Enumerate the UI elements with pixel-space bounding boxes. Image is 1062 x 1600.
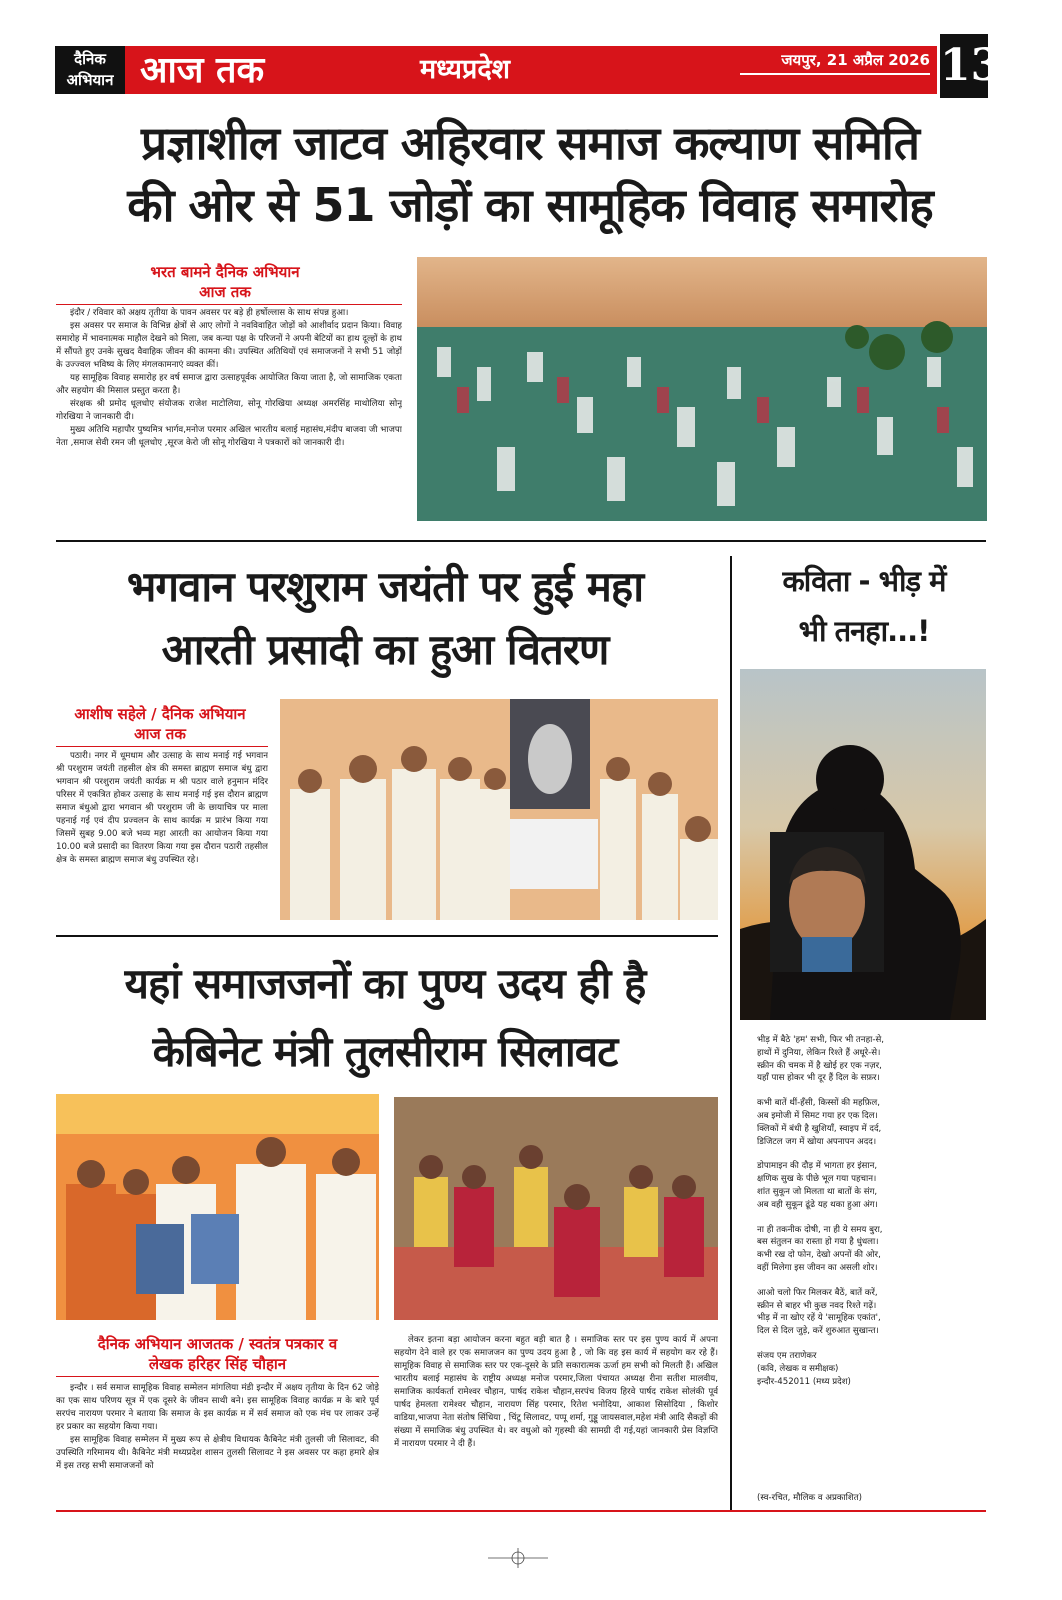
- story2-headline-line2: आरती प्रसादी का हुआ वितरण: [161, 625, 609, 674]
- registration-mark: [488, 1548, 548, 1568]
- poem-stanza: [757, 1160, 982, 1211]
- story1-headline-line2: की ओर से 51 जोड़ों का सामूहिक विवाह समारोह: [127, 178, 933, 232]
- story3-col1-paragraph: इस सामूहिक विवाह सम्मेलन में मुख्य रूप से क्षेत्रीय विधायक कैबिनेट मंत्री तुलसी जी सिलावट, की उपस्थिति गरिमामय थी। कैबिनेट मंत्री मध्यप्रदेश शासन तुलसी सिलावट ने इस अवसर पर कहा हमारे क्षेत्र में इस तरह सभी समाजजनों को: [56, 1435, 379, 1471]
- story1-paragraph: मुख्य अतिथि महापौर पुष्यमित्र भार्गव,मनोज परमार अखिल भारतीय बलाई महासंघ,मंदीप बाजवा जी भाजपा नेता ,समाज सेवी रमन जी धूलधोए ,सूरज केरो जी सोनू गोरखिया ने पत्रकारों को जानकारी दी।: [56, 425, 402, 448]
- section-divider-1: [56, 540, 986, 542]
- story2-byline-line1: आशीष सहेले / दैनिक अभियान: [74, 705, 246, 723]
- story2-body: [56, 750, 268, 922]
- story1-body: [56, 307, 402, 529]
- poem-line: शांत सुकून जो मिलता था बातों के संग,: [757, 1186, 878, 1197]
- poem-line: अब वही सुकून ढूंढे यह थका हुआ अंग।: [757, 1199, 878, 1210]
- story3-column-2: [394, 1334, 718, 1510]
- wedding-couples-image: [394, 1097, 718, 1320]
- story1-byline-line1: भरत बामने दैनिक अभियान: [150, 263, 300, 281]
- poem-headline-line2: भी तनहा...!: [798, 614, 930, 648]
- masthead-brand: आज तक: [140, 49, 265, 91]
- story2-paragraph: पठारी। नगर में धूमधाम और उत्साह के साथ मनाई गई भगवान श्री परशुराम जयंती तहसील क्षेत्र की समस्त ब्राह्मण समाज बंधु द्वारा भगवान श्री परशुराम जयंती कार्यक्र म श्री पठार वाले हनुमान मंदिर परिसर में एकत्रित होकर उत्साह के साथ मनाई गई इस दौरान ब्राह्मण समाज बंधुओ द्वारा भगवान श्री परशुराम जी के छायाचित्र पर माला पहनाई गई एवं दीप प्रज्वलन के साथ कार्यक्र म प्रारंभ किया गया जिसमें सुबह 9.00 बजे भव्य महा आरती का आयोजन किया गया 10.00 बजे प्रसादी का वितरण किया गया इस दौरान पठारी तहसील क्षेत्र के समस्त ब्राह्मण समाज बंधु उपस्थित रहे।: [56, 751, 268, 865]
- poem-stanza: [757, 1224, 982, 1275]
- story2-byline: [50, 704, 270, 744]
- poem-line: आओ चलो फिर मिलकर बैठें, बातें करें,: [757, 1287, 878, 1298]
- story1-byline-line2: आज तक: [199, 283, 251, 301]
- parshuram-jayanti-image: [280, 699, 718, 920]
- minister-group-image: [56, 1094, 379, 1320]
- story3-col1-paragraph: इन्दौर । सर्व समाज सामूहिक विवाह सम्मेलन मांगलिया मंडी इन्दौर में अक्षय तृतीया के दिन 62 जोड़े का एक साथ परिणय सूत्र में एक दूसरे के जीवन साथी बने। इस सामूहिक विवाह कार्यक्र म के बारे पूर्व सरपंच नारायण परमार ने बताया कि समाज के इस कार्यक्र म में सर्व समाज को एक मंच पर लाकर उन्हें हर प्रकार का सहयोग किया गया।: [56, 1383, 379, 1432]
- page-number: 13: [940, 34, 988, 98]
- story3-photo-wedding-couples: [394, 1097, 718, 1320]
- column-divider: [730, 556, 732, 1511]
- poem-line: कभी बातें थीं-हँसी, किस्सों की महफ़िल,: [757, 1098, 880, 1109]
- story2-photo-parshuram-jayanti: [280, 699, 718, 920]
- story3-column-1: [56, 1382, 379, 1506]
- poem-line: हाथों में दुनिया, लेकिन रिश्ते हैं अधूरे-से।: [757, 1047, 881, 1058]
- poem-line: स्क्रीन की चमक में है खोई हर एक नज़र,: [757, 1060, 882, 1071]
- poem-line: डिजिटल जग में खोया अपनापन अदद।: [757, 1136, 877, 1147]
- story3-headline: [40, 950, 730, 1086]
- logo-line-2: अभियान: [66, 71, 114, 89]
- story1-headline-line1: प्रज्ञाशील जाटव अहिरवार समाज कल्याण समिति: [141, 116, 919, 170]
- story3-byline-line1: दैनिक अभियान आजतक / स्वतंत्र पत्रकार व: [97, 1335, 338, 1353]
- poem-headline-line1: कविता - भीड़ में: [782, 564, 946, 598]
- story2-headline-line1: भगवान परशुराम जयंती पर हुई महा: [126, 562, 644, 611]
- story1-headline: [40, 112, 1020, 236]
- poem-note: (स्व-रचित, मौलिक व अप्रकाशित): [757, 1493, 862, 1503]
- story3-headline-line1: यहां समाजजनों का पुण्य उदय ही है: [124, 959, 646, 1008]
- poem-stanza: [757, 1287, 982, 1338]
- story3-photo-minister: [56, 1094, 379, 1320]
- poem-line: क्लिकों में बंधी है खुशियाँ, स्वाइप में दर्द,: [757, 1123, 882, 1134]
- poem-line: ना ही तकनीक दोषी, ना ही ये समय बुरा,: [757, 1224, 883, 1235]
- story1-byline-rule: [56, 304, 402, 305]
- poem-line: अब इमोजी में सिमट गया हर एक दिल।: [757, 1110, 878, 1121]
- poem-line: संजय एम तराणेकर: [757, 1350, 817, 1361]
- footer-rule: [56, 1510, 986, 1512]
- story3-byline-line2: लेखक हरिहर सिंह चौहान: [148, 1355, 287, 1373]
- logo-line-1: दैनिक: [74, 50, 106, 68]
- masthead-date: जयपुर, 21 अप्रैल 2026: [740, 50, 930, 75]
- masthead-section: मध्यप्रदेश: [420, 54, 511, 85]
- poem-line: कभी रख दो फोन, देखो अपनों की ओर,: [757, 1250, 881, 1261]
- poem-line: बस संतुलन का रास्ता हो गया है धुंधला।: [757, 1237, 879, 1248]
- story1-paragraph: इस अवसर पर समाज के विभिन्न क्षेत्रों से आए लोगों ने नवविवाहित जोड़ों को आशीर्वाद प्रदान किया। विवाह समारोह में भावनात्मक माहौल देखने को मिला, जब कन्या पक्ष के परिजनों ने अपनी बेटियों का हाथ दूल्हों के हाथ में सौंपते हुए उनके सुखद वैवाहिक जीवन की कामना की। उपस्थित अतिथियों एवं समाजजनों ने सभी 51 जोड़ों के उज्ज्वल भविष्य के लिए मंगलकामनाएं व्यक्त कीं।: [56, 321, 402, 370]
- story1-photo-wedding-crowd: [417, 257, 987, 521]
- poem-line: वहीं मिलेगा इस जीवन का असली शोर।: [757, 1262, 878, 1273]
- poem-line: भीड़ में बैठे 'हम' सभी, फिर भी तनहा-से,: [757, 1035, 884, 1045]
- section-divider-2: [56, 935, 718, 937]
- poem-line: दिल से दिल जुड़े, करें शुरुआत सुखान्त।: [757, 1326, 879, 1337]
- wedding-crowd-image: [417, 257, 987, 521]
- story2-headline: [40, 555, 730, 681]
- story1-paragraph: यह सामूहिक विवाह समारोह हर वर्ष समाज द्वारा उत्साहपूर्वक आयोजित किया जाता है, जो सामाजिक एकता और सहयोग की मिसाल प्रस्तुत करता है।: [56, 373, 402, 396]
- poem-line: डोपामाइन की दौड़ में भागता हर इंसान,: [757, 1161, 878, 1172]
- poem-headline: [742, 556, 986, 656]
- poem-photo-silhouette: [740, 669, 986, 1020]
- masthead-logo: [55, 46, 125, 94]
- poem-line: क्षणिक सुख के पीछे भूल गया पहचान।: [757, 1174, 877, 1185]
- story1-byline: [110, 262, 340, 302]
- poem-line: यहाँ पास होकर भी दूर हैं दिल के सफ़र।: [757, 1073, 880, 1084]
- story2-byline-line2: आज तक: [134, 725, 186, 743]
- poem-line: इन्दौर-452011 (मध्य प्रदेश): [757, 1376, 851, 1387]
- crop-mark-icon: [488, 1548, 548, 1568]
- story2-byline-rule: [56, 746, 268, 747]
- poem-stanza: [757, 1034, 982, 1085]
- poem-stanza: [757, 1350, 982, 1388]
- story3-headline-line2: केबिनेट मंत्री तुलसीराम सिलावट: [152, 1027, 618, 1076]
- story1-paragraph: संरक्षक श्री प्रमोद धूलधोए संयोजक राजेश माटोलिया, सोनू गोरखिया अध्यक्ष अमरसिंह माथोलिया सोनू गोरखिया ने जानकारी दी।: [56, 399, 402, 422]
- story3-byline: [56, 1334, 379, 1374]
- poem-stanza: [757, 1097, 982, 1148]
- story1-paragraph: इंदौर / रविवार को अक्षय तृतीया के पावन अवसर पर बड़े ही हर्षोल्लास के साथ संपन्न हुआ।: [70, 308, 349, 318]
- poem-line: स्क्रीन से बाहर भी कुछ नवद रिश्ते गढ़ें।: [757, 1300, 877, 1311]
- silhouette-sunset-image: [740, 669, 986, 1020]
- poem-body: [757, 1034, 982, 1400]
- poem-line: भीड़ में ना खोए रहें ये 'सामूहिक एकांत',: [757, 1313, 881, 1324]
- story3-col2-paragraph: लेकर इतना बड़ा आयोजन करना बहुत बड़ी बात है । समाजिक स्तर पर इस पुण्य कार्य में अपना सहयोग देने वाले हर एक समाजजन का पुण्य उदय हुआ है , जो कि वह इस कार्य में सहयोग कर रहे हैं। सामूहिक विवाह से समाजिक स्तर पर एक-दूसरे के प्रति सकारात्मक ऊर्जा हम सभी को मिलती हैं। अखिल भारतीय बलाई महासंघ के राष्ट्रीय अध्यक्ष मनोज परमार,जिला पंचायत अध्यक्ष रीना सतीश मालवीय, समाजिक कार्यकर्ता रामेश्वर चौहान, पार्षद राकेश चौहान,सरपंच विजय हिरवे पार्षद राकेश सोलंकी पूर्व पार्षद हेमलता रामेश्वर चौहान, नारायण सिंह परमार, रितेश भनोदिया, आकाश सिसोदिया , किशोर वाडिया,भाजपा नेता संतोष सिंधिया , चिंटू सिलावट, पप्पू शर्मा, गुड्डू जायसवाल,महेश मंत्री आदि सैकड़ों की संख्या में समाजिक बंधु उपस्थित थे। वर वधुओ को गृहस्थी की सामग्री दी गई,यहां जानकारी प्रेस विज्ञप्ति में नारायण परमार ने दी हैं।: [394, 1335, 718, 1449]
- poem-line: (कवि, लेखक व समीक्षक): [757, 1363, 839, 1374]
- story3-byline-rule: [56, 1376, 379, 1377]
